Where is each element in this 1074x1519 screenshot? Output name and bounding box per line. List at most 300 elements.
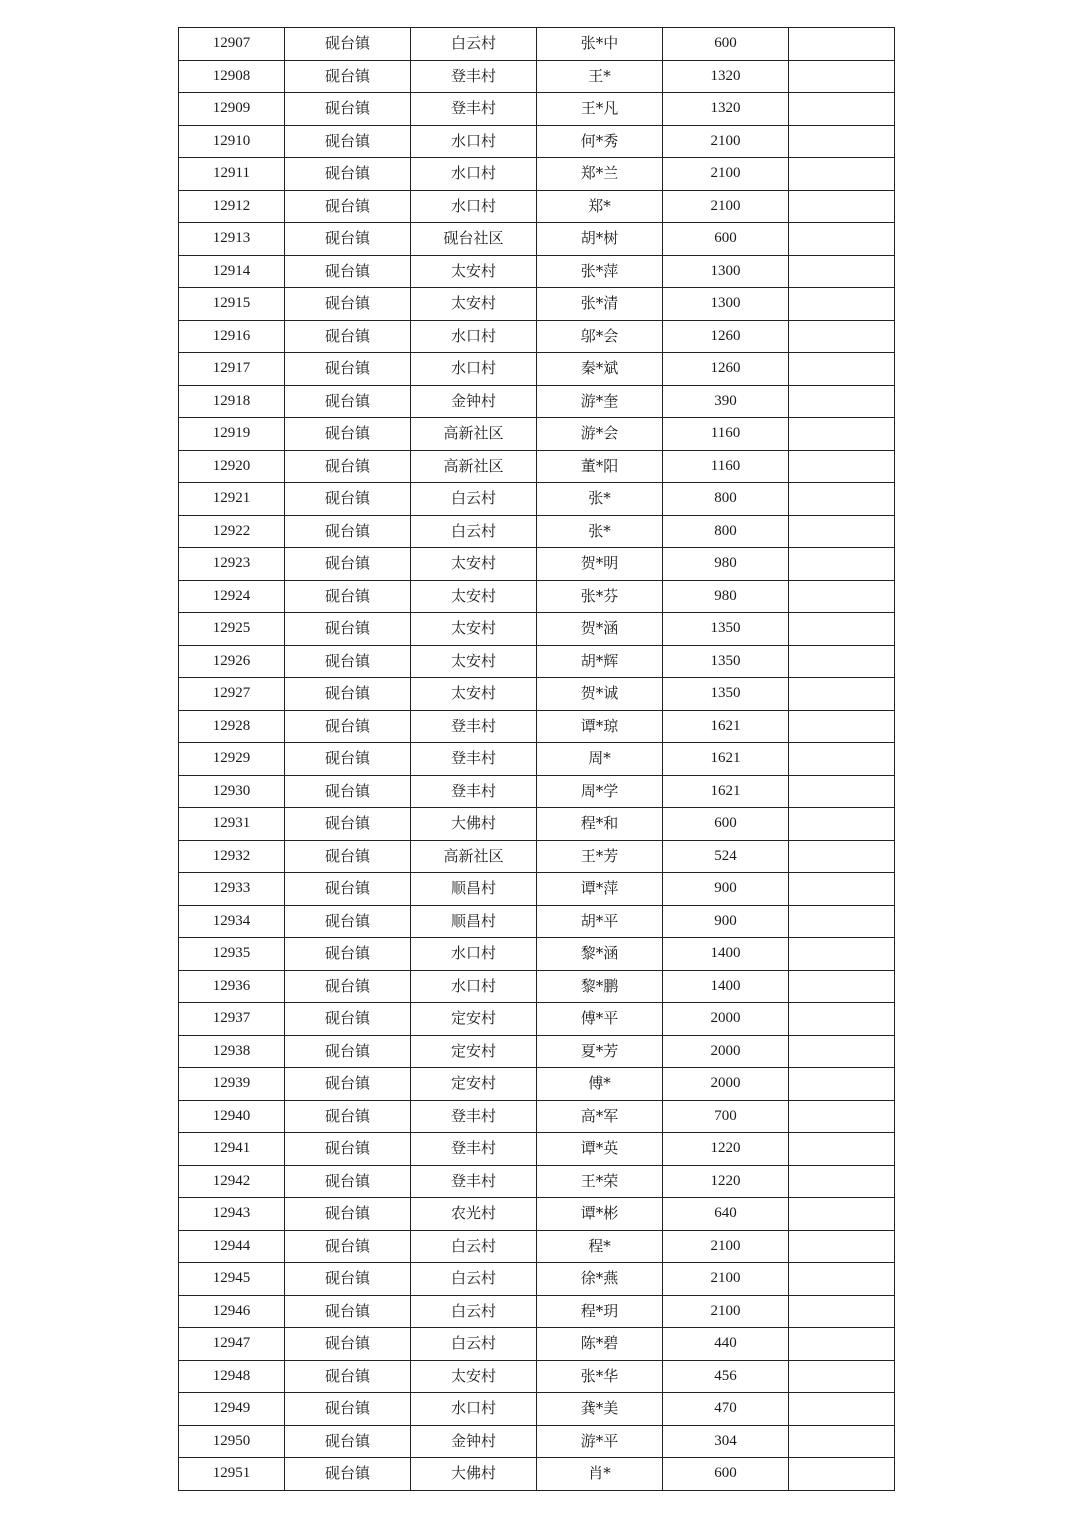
- remark-cell: [789, 1068, 895, 1101]
- amount-cell: 1400: [663, 938, 789, 971]
- serial-number-cell: 12918: [179, 385, 285, 418]
- name-cell: 贺*明: [537, 548, 663, 581]
- town-cell: 砚台镇: [285, 1458, 411, 1491]
- town-cell: 砚台镇: [285, 775, 411, 808]
- town-cell: 砚台镇: [285, 678, 411, 711]
- table-row: [179, 93, 895, 126]
- town-cell: 砚台镇: [285, 1035, 411, 1068]
- amount-cell: 1260: [663, 320, 789, 353]
- town-cell: 砚台镇: [285, 970, 411, 1003]
- name-cell: 王*荣: [537, 1165, 663, 1198]
- name-cell: 谭*萍: [537, 873, 663, 906]
- amount-cell: 1160: [663, 418, 789, 451]
- amount-cell: 700: [663, 1100, 789, 1133]
- town-cell: 砚台镇: [285, 288, 411, 321]
- town-cell: 砚台镇: [285, 645, 411, 678]
- remark-cell: [789, 1165, 895, 1198]
- amount-cell: 600: [663, 28, 789, 61]
- town-cell: 砚台镇: [285, 548, 411, 581]
- table-row: [179, 320, 895, 353]
- serial-number-cell: 12911: [179, 158, 285, 191]
- remark-cell: [789, 678, 895, 711]
- remark-cell: [789, 1295, 895, 1328]
- village-cell: 大佛村: [411, 1458, 537, 1491]
- village-cell: 登丰村: [411, 775, 537, 808]
- village-cell: 水口村: [411, 353, 537, 386]
- remark-cell: [789, 93, 895, 126]
- village-cell: 太安村: [411, 1360, 537, 1393]
- serial-number-cell: 12922: [179, 515, 285, 548]
- amount-cell: 390: [663, 385, 789, 418]
- village-cell: 登丰村: [411, 60, 537, 93]
- town-cell: 砚台镇: [285, 1198, 411, 1231]
- remark-cell: [789, 1393, 895, 1426]
- name-cell: 张*芬: [537, 580, 663, 613]
- table-row: [179, 873, 895, 906]
- town-cell: 砚台镇: [285, 515, 411, 548]
- village-cell: 水口村: [411, 938, 537, 971]
- serial-number-cell: 12950: [179, 1425, 285, 1458]
- remark-cell: [789, 645, 895, 678]
- town-cell: 砚台镇: [285, 1068, 411, 1101]
- name-cell: 张*中: [537, 28, 663, 61]
- serial-number-cell: 12909: [179, 93, 285, 126]
- town-cell: 砚台镇: [285, 1425, 411, 1458]
- village-cell: 登丰村: [411, 93, 537, 126]
- remark-cell: [789, 1230, 895, 1263]
- remark-cell: [789, 223, 895, 256]
- village-cell: 太安村: [411, 645, 537, 678]
- amount-cell: 980: [663, 548, 789, 581]
- table-row: [179, 1133, 895, 1166]
- serial-number-cell: 12944: [179, 1230, 285, 1263]
- town-cell: 砚台镇: [285, 190, 411, 223]
- remark-cell: [789, 970, 895, 1003]
- village-cell: 高新社区: [411, 840, 537, 873]
- village-cell: 白云村: [411, 483, 537, 516]
- table-body: [179, 28, 895, 1491]
- village-cell: 大佛村: [411, 808, 537, 841]
- remark-cell: [789, 125, 895, 158]
- amount-cell: 1350: [663, 678, 789, 711]
- serial-number-cell: 12920: [179, 450, 285, 483]
- name-cell: 游*会: [537, 418, 663, 451]
- serial-number-cell: 12915: [179, 288, 285, 321]
- town-cell: 砚台镇: [285, 223, 411, 256]
- name-cell: 谭*英: [537, 1133, 663, 1166]
- table-row: [179, 1003, 895, 1036]
- name-cell: 谭*琼: [537, 710, 663, 743]
- remark-cell: [789, 1328, 895, 1361]
- serial-number-cell: 12934: [179, 905, 285, 938]
- remark-cell: [789, 938, 895, 971]
- town-cell: 砚台镇: [285, 710, 411, 743]
- remark-cell: [789, 840, 895, 873]
- amount-cell: 600: [663, 808, 789, 841]
- village-cell: 登丰村: [411, 710, 537, 743]
- table-row: [179, 255, 895, 288]
- serial-number-cell: 12935: [179, 938, 285, 971]
- table-row: [179, 1263, 895, 1296]
- remark-cell: [789, 1360, 895, 1393]
- table-row: [179, 1230, 895, 1263]
- village-cell: 太安村: [411, 580, 537, 613]
- village-cell: 白云村: [411, 1295, 537, 1328]
- town-cell: 砚台镇: [285, 743, 411, 776]
- village-cell: 白云村: [411, 28, 537, 61]
- village-cell: 太安村: [411, 678, 537, 711]
- amount-cell: 2000: [663, 1068, 789, 1101]
- name-cell: 王*凡: [537, 93, 663, 126]
- table-row: [179, 580, 895, 613]
- serial-number-cell: 12933: [179, 873, 285, 906]
- serial-number-cell: 12931: [179, 808, 285, 841]
- table-row: [179, 1458, 895, 1491]
- name-cell: 张*清: [537, 288, 663, 321]
- table-row: [179, 1393, 895, 1426]
- table-row: [179, 678, 895, 711]
- amount-cell: 2100: [663, 1230, 789, 1263]
- table-row: [179, 840, 895, 873]
- table-row: [179, 1328, 895, 1361]
- subsidy-list-table: [178, 27, 895, 1491]
- name-cell: 张*: [537, 483, 663, 516]
- table-row: [179, 1100, 895, 1133]
- village-cell: 水口村: [411, 1393, 537, 1426]
- town-cell: 砚台镇: [285, 1133, 411, 1166]
- table-row: [179, 905, 895, 938]
- name-cell: 周*学: [537, 775, 663, 808]
- table-row: [179, 515, 895, 548]
- table-row: [179, 710, 895, 743]
- serial-number-cell: 12946: [179, 1295, 285, 1328]
- amount-cell: 900: [663, 905, 789, 938]
- town-cell: 砚台镇: [285, 60, 411, 93]
- serial-number-cell: 12929: [179, 743, 285, 776]
- village-cell: 水口村: [411, 190, 537, 223]
- table-row: [179, 125, 895, 158]
- town-cell: 砚台镇: [285, 1328, 411, 1361]
- name-cell: 王*: [537, 60, 663, 93]
- serial-number-cell: 12916: [179, 320, 285, 353]
- table-row: [179, 28, 895, 61]
- amount-cell: 980: [663, 580, 789, 613]
- village-cell: 太安村: [411, 548, 537, 581]
- serial-number-cell: 12912: [179, 190, 285, 223]
- amount-cell: 2100: [663, 190, 789, 223]
- village-cell: 高新社区: [411, 450, 537, 483]
- name-cell: 邬*会: [537, 320, 663, 353]
- serial-number-cell: 12942: [179, 1165, 285, 1198]
- serial-number-cell: 12926: [179, 645, 285, 678]
- serial-number-cell: 12930: [179, 775, 285, 808]
- remark-cell: [789, 580, 895, 613]
- table-row: [179, 1165, 895, 1198]
- table-row: [179, 223, 895, 256]
- remark-cell: [789, 353, 895, 386]
- amount-cell: 2100: [663, 158, 789, 191]
- town-cell: 砚台镇: [285, 1393, 411, 1426]
- village-cell: 白云村: [411, 1328, 537, 1361]
- serial-number-cell: 12924: [179, 580, 285, 613]
- remark-cell: [789, 710, 895, 743]
- serial-number-cell: 12914: [179, 255, 285, 288]
- town-cell: 砚台镇: [285, 483, 411, 516]
- amount-cell: 2100: [663, 1263, 789, 1296]
- town-cell: 砚台镇: [285, 580, 411, 613]
- remark-cell: [789, 548, 895, 581]
- remark-cell: [789, 613, 895, 646]
- serial-number-cell: 12943: [179, 1198, 285, 1231]
- serial-number-cell: 12927: [179, 678, 285, 711]
- serial-number-cell: 12947: [179, 1328, 285, 1361]
- name-cell: 程*玥: [537, 1295, 663, 1328]
- name-cell: 高*军: [537, 1100, 663, 1133]
- table-row: [179, 1295, 895, 1328]
- amount-cell: 440: [663, 1328, 789, 1361]
- amount-cell: 1350: [663, 613, 789, 646]
- town-cell: 砚台镇: [285, 808, 411, 841]
- serial-number-cell: 12907: [179, 28, 285, 61]
- table-row: [179, 1360, 895, 1393]
- remark-cell: [789, 1458, 895, 1491]
- table-row: [179, 1198, 895, 1231]
- name-cell: 游*平: [537, 1425, 663, 1458]
- serial-number-cell: 12938: [179, 1035, 285, 1068]
- village-cell: 砚台社区: [411, 223, 537, 256]
- serial-number-cell: 12928: [179, 710, 285, 743]
- village-cell: 水口村: [411, 158, 537, 191]
- village-cell: 金钟村: [411, 385, 537, 418]
- town-cell: 砚台镇: [285, 158, 411, 191]
- village-cell: 白云村: [411, 515, 537, 548]
- name-cell: 张*华: [537, 1360, 663, 1393]
- amount-cell: 524: [663, 840, 789, 873]
- remark-cell: [789, 60, 895, 93]
- table-row: [179, 743, 895, 776]
- remark-cell: [789, 255, 895, 288]
- name-cell: 何*秀: [537, 125, 663, 158]
- amount-cell: 304: [663, 1425, 789, 1458]
- serial-number-cell: 12939: [179, 1068, 285, 1101]
- name-cell: 胡*平: [537, 905, 663, 938]
- name-cell: 贺*诚: [537, 678, 663, 711]
- name-cell: 龚*美: [537, 1393, 663, 1426]
- amount-cell: 800: [663, 483, 789, 516]
- table-row: [179, 548, 895, 581]
- village-cell: 登丰村: [411, 1165, 537, 1198]
- amount-cell: 1260: [663, 353, 789, 386]
- serial-number-cell: 12948: [179, 1360, 285, 1393]
- name-cell: 陈*碧: [537, 1328, 663, 1361]
- town-cell: 砚台镇: [285, 1230, 411, 1263]
- remark-cell: [789, 808, 895, 841]
- village-cell: 太安村: [411, 613, 537, 646]
- serial-number-cell: 12937: [179, 1003, 285, 1036]
- remark-cell: [789, 873, 895, 906]
- village-cell: 农光村: [411, 1198, 537, 1231]
- serial-number-cell: 12951: [179, 1458, 285, 1491]
- amount-cell: 456: [663, 1360, 789, 1393]
- town-cell: 砚台镇: [285, 28, 411, 61]
- remark-cell: [789, 1263, 895, 1296]
- serial-number-cell: 12940: [179, 1100, 285, 1133]
- amount-cell: 2000: [663, 1003, 789, 1036]
- table-row: [179, 1068, 895, 1101]
- table-row: [179, 418, 895, 451]
- town-cell: 砚台镇: [285, 385, 411, 418]
- serial-number-cell: 12923: [179, 548, 285, 581]
- remark-cell: [789, 743, 895, 776]
- table-row: [179, 808, 895, 841]
- village-cell: 水口村: [411, 320, 537, 353]
- name-cell: 肖*: [537, 1458, 663, 1491]
- remark-cell: [789, 905, 895, 938]
- amount-cell: 1400: [663, 970, 789, 1003]
- serial-number-cell: 12949: [179, 1393, 285, 1426]
- name-cell: 张*: [537, 515, 663, 548]
- village-cell: 水口村: [411, 970, 537, 1003]
- serial-number-cell: 12919: [179, 418, 285, 451]
- name-cell: 郑*兰: [537, 158, 663, 191]
- table-row: [179, 158, 895, 191]
- village-cell: 太安村: [411, 255, 537, 288]
- name-cell: 程*和: [537, 808, 663, 841]
- remark-cell: [789, 1035, 895, 1068]
- village-cell: 登丰村: [411, 743, 537, 776]
- name-cell: 胡*辉: [537, 645, 663, 678]
- name-cell: 张*萍: [537, 255, 663, 288]
- name-cell: 徐*燕: [537, 1263, 663, 1296]
- amount-cell: 1300: [663, 255, 789, 288]
- town-cell: 砚台镇: [285, 1360, 411, 1393]
- remark-cell: [789, 1425, 895, 1458]
- remark-cell: [789, 1100, 895, 1133]
- village-cell: 金钟村: [411, 1425, 537, 1458]
- table-row: [179, 353, 895, 386]
- table-row: [179, 190, 895, 223]
- amount-cell: 1320: [663, 93, 789, 126]
- name-cell: 董*阳: [537, 450, 663, 483]
- town-cell: 砚台镇: [285, 93, 411, 126]
- table-row: [179, 970, 895, 1003]
- serial-number-cell: 12925: [179, 613, 285, 646]
- serial-number-cell: 12917: [179, 353, 285, 386]
- village-cell: 太安村: [411, 288, 537, 321]
- amount-cell: 2100: [663, 125, 789, 158]
- name-cell: 夏*芳: [537, 1035, 663, 1068]
- amount-cell: 1350: [663, 645, 789, 678]
- town-cell: 砚台镇: [285, 450, 411, 483]
- serial-number-cell: 12910: [179, 125, 285, 158]
- town-cell: 砚台镇: [285, 353, 411, 386]
- serial-number-cell: 12936: [179, 970, 285, 1003]
- village-cell: 定安村: [411, 1068, 537, 1101]
- amount-cell: 1621: [663, 743, 789, 776]
- serial-number-cell: 12945: [179, 1263, 285, 1296]
- amount-cell: 1300: [663, 288, 789, 321]
- table-row: [179, 1035, 895, 1068]
- village-cell: 登丰村: [411, 1133, 537, 1166]
- town-cell: 砚台镇: [285, 255, 411, 288]
- remark-cell: [789, 418, 895, 451]
- remark-cell: [789, 288, 895, 321]
- name-cell: 游*奎: [537, 385, 663, 418]
- amount-cell: 600: [663, 223, 789, 256]
- town-cell: 砚台镇: [285, 1100, 411, 1133]
- table-row: [179, 613, 895, 646]
- amount-cell: 1621: [663, 710, 789, 743]
- name-cell: 郑*: [537, 190, 663, 223]
- town-cell: 砚台镇: [285, 1165, 411, 1198]
- name-cell: 黎*涵: [537, 938, 663, 971]
- amount-cell: 800: [663, 515, 789, 548]
- table-row: [179, 288, 895, 321]
- remark-cell: [789, 450, 895, 483]
- serial-number-cell: 12913: [179, 223, 285, 256]
- remark-cell: [789, 1003, 895, 1036]
- amount-cell: 470: [663, 1393, 789, 1426]
- remark-cell: [789, 320, 895, 353]
- town-cell: 砚台镇: [285, 1295, 411, 1328]
- town-cell: 砚台镇: [285, 905, 411, 938]
- remark-cell: [789, 515, 895, 548]
- table-row: [179, 483, 895, 516]
- name-cell: 王*芳: [537, 840, 663, 873]
- town-cell: 砚台镇: [285, 320, 411, 353]
- name-cell: 胡*树: [537, 223, 663, 256]
- name-cell: 傅*: [537, 1068, 663, 1101]
- village-cell: 白云村: [411, 1263, 537, 1296]
- amount-cell: 2000: [663, 1035, 789, 1068]
- name-cell: 秦*斌: [537, 353, 663, 386]
- village-cell: 顺昌村: [411, 905, 537, 938]
- table-row: [179, 60, 895, 93]
- name-cell: 谭*彬: [537, 1198, 663, 1231]
- table-row: [179, 1425, 895, 1458]
- town-cell: 砚台镇: [285, 840, 411, 873]
- town-cell: 砚台镇: [285, 125, 411, 158]
- village-cell: 顺昌村: [411, 873, 537, 906]
- name-cell: 傅*平: [537, 1003, 663, 1036]
- village-cell: 高新社区: [411, 418, 537, 451]
- amount-cell: 1160: [663, 450, 789, 483]
- amount-cell: 640: [663, 1198, 789, 1231]
- table-row: [179, 938, 895, 971]
- town-cell: 砚台镇: [285, 873, 411, 906]
- remark-cell: [789, 28, 895, 61]
- serial-number-cell: 12932: [179, 840, 285, 873]
- amount-cell: 1621: [663, 775, 789, 808]
- amount-cell: 900: [663, 873, 789, 906]
- amount-cell: 1320: [663, 60, 789, 93]
- town-cell: 砚台镇: [285, 938, 411, 971]
- remark-cell: [789, 775, 895, 808]
- remark-cell: [789, 190, 895, 223]
- remark-cell: [789, 158, 895, 191]
- town-cell: 砚台镇: [285, 418, 411, 451]
- name-cell: 程*: [537, 1230, 663, 1263]
- table-row: [179, 385, 895, 418]
- serial-number-cell: 12941: [179, 1133, 285, 1166]
- amount-cell: 2100: [663, 1295, 789, 1328]
- remark-cell: [789, 385, 895, 418]
- amount-cell: 1220: [663, 1165, 789, 1198]
- amount-cell: 1220: [663, 1133, 789, 1166]
- serial-number-cell: 12921: [179, 483, 285, 516]
- table-row: [179, 645, 895, 678]
- remark-cell: [789, 1133, 895, 1166]
